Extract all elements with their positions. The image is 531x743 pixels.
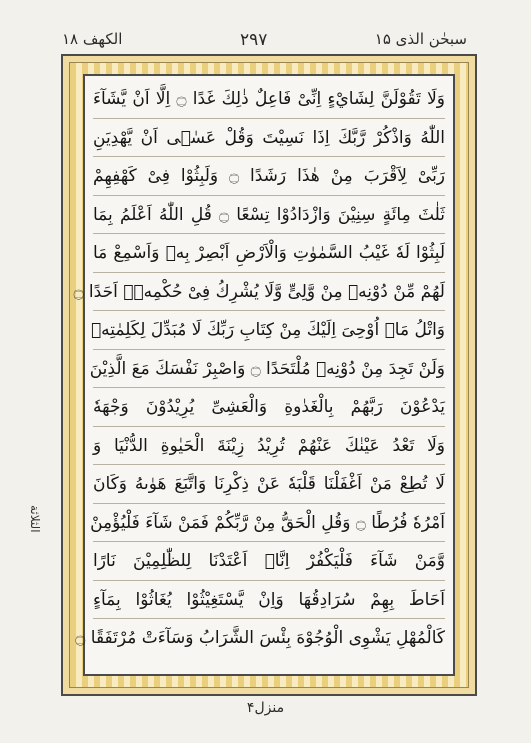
margin-ruku-note: الثلاثة	[28, 505, 42, 533]
verse-line: يَدْعُوْنَ رَبَّهُمْ بِالْغَدٰوةِ وَالْعَشِیِّ يُرِيْدُوْنَ وَجْهَهٗ	[93, 388, 445, 427]
decorative-frame	[61, 54, 477, 696]
verse-line: لَا تُطِعْ مَنْ اَغْفَلْنَا قَلْبَهٗ عَنْ ذِكْرِنَا وَاتَّبَعَ هَوٰىهُ وَكَانَ	[93, 465, 445, 504]
verse-line: اللّٰهُ وَاذْكُرْ رَّبَّكَ اِذَا نَسِيْتَ وَقُلْ عَسٰۤى اَنْ يَّهْدِيَنِ	[93, 119, 445, 158]
verse-line: اَحَاطَ بِهِمْ سُرَادِقُهَا وَاِنْ يَّسْتَغِيْثُوْا يُغَاثُوْا بِمَآءٍ	[93, 581, 445, 620]
verse-line: اَمْرُهٗ فُرُطًا ۝ وَقُلِ الْحَقُّ مِنْ رَّبِّكُمْ فَمَنْ شَآءَ فَلْيُؤْمِنْ	[93, 504, 445, 543]
verse-line: لَهُمْ مِّنْ دُوْنِهٖ مِنْ وَّلِیٍّ وَّلَا يُشْرِكُ فِیْ حُكْمِهٖۤ اَحَدًا ۝	[93, 273, 445, 312]
verse-line: وَّمَنْ شَآءَ فَلْيَكْفُرْ اِنَّاۤ اَعْتَدْنَا لِلظّٰلِمِيْنَ نَارًا	[93, 542, 445, 581]
page-number: ۲۹۷	[240, 30, 268, 50]
manzil-footer: منزل۴	[246, 700, 285, 716]
verse-lines	[73, 80, 446, 668]
verse-line: وَاتْلُ مَاۤ اُوْحِیَ اِلَيْكَ مِنْ كِتَابِ رَبِّكَ لَا مُبَدِّلَ لِكَلِمٰتِهٖ	[93, 311, 445, 350]
surah-name-header: الکهف ۱۸	[62, 30, 123, 48]
verse-line: وَلَنْ تَجِدَ مِنْ دُوْنِهٖ مُلْتَحَدًا ۝ وَاصْبِرْ نَفْسَكَ مَعَ الَّذِيْنَ	[93, 350, 445, 389]
text-panel	[73, 74, 455, 676]
verse-line: رَبِّیْ لِاَقْرَبَ مِنْ هٰذَا رَشَدًا ۝ وَلَبِثُوْا فِیْ كَهْفِهِمْ	[93, 157, 445, 196]
verse-line: ثَلٰثَ مِائَةٍ سِنِيْنَ وَازْدَادُوْا تِسْعًا ۝ قُلِ اللّٰهُ اَعْلَمُ بِمَا	[93, 196, 445, 235]
page-header	[0, 0, 531, 54]
verse-line: لَبِثُوْا لَهٗ غَيْبُ السَّمٰوٰتِ وَالْاَرْضِ اَبْصِرْ بِهٖ وَاَسْمِعْ مَا	[93, 234, 445, 273]
verse-line: وَلَا تَعْدُ عَيْنٰكَ عَنْهُمْ تُرِيْدُ زِيْنَةَ الْحَيٰوةِ الدُّنْيَا وَ	[93, 427, 445, 466]
juz-name-header: سبحٰن الذی ۱۵	[374, 30, 467, 48]
verse-line: وَلَا تَقُوْلَنَّ لِشَايْءٍ اِنِّیْ فَاعِلٌ ذٰلِكَ غَدًا ۝ اِلَّا اَنْ يَّشَآءَ	[93, 80, 445, 119]
verse-line: كَالْمُهْلِ يَشْوِی الْوُجُوْهَ بِئْسَ الشَّرَابُ وَسَآءَتْ مُرْتَفَقًا ۝	[75, 628, 445, 648]
